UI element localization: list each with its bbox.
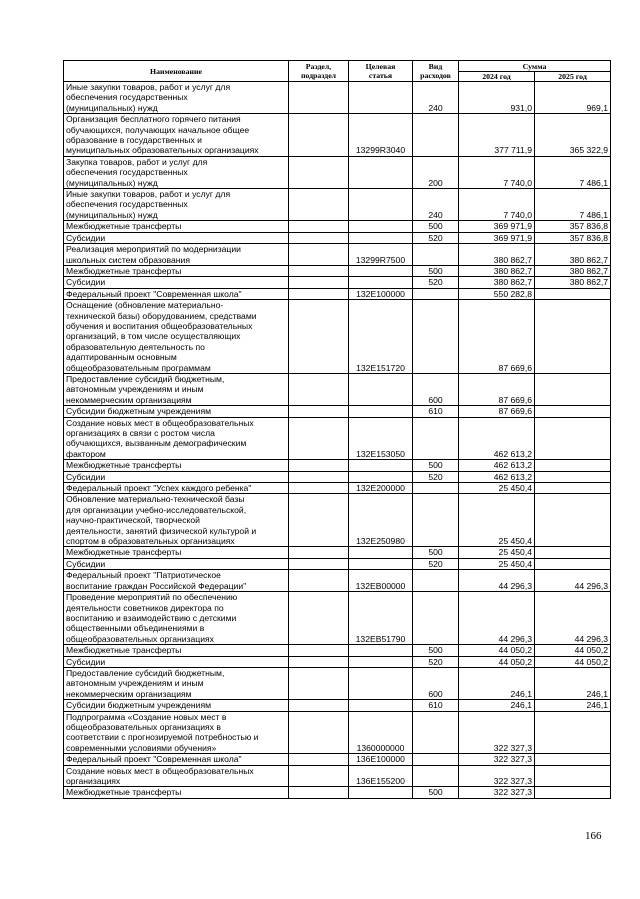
row-sum-2025-cell: 380 862,7 xyxy=(535,277,611,288)
row-name-line: общеобразовательным программам xyxy=(66,362,211,373)
row-name-line: Межбюджетные трансферты xyxy=(66,787,182,798)
row-sum-2024-cell: 462 613,2 xyxy=(459,460,535,471)
row-target-cell xyxy=(349,558,413,569)
row-section-cell xyxy=(289,592,349,645)
row-section-cell xyxy=(289,417,349,460)
row-name-line: Реализация мероприятий по модернизации xyxy=(66,244,241,255)
row-name-cell xyxy=(64,570,289,592)
row-name-cell xyxy=(64,221,289,232)
table-row xyxy=(64,373,611,405)
row-sum-2024-cell: 25 450,4 xyxy=(459,558,535,569)
page-number: 166 xyxy=(585,830,602,842)
row-sum-2024-cell: 322 327,3 xyxy=(459,754,535,765)
row-type-cell xyxy=(413,494,459,547)
table-row xyxy=(64,471,611,482)
budget-table xyxy=(63,60,611,799)
row-sum-2025-cell xyxy=(535,406,611,417)
row-name-cell xyxy=(64,787,289,798)
row-sum-2024-cell: 246,1 xyxy=(459,667,535,699)
row-type-cell: 520 xyxy=(413,558,459,569)
row-target-cell: 132ЕВ00000 xyxy=(349,570,413,592)
row-name-line: обучения и воспитания общеобразовательных xyxy=(66,320,253,331)
row-name-line: современными условиями обучения» xyxy=(66,742,217,753)
row-sum-2025-cell: 7 486,1 xyxy=(535,156,611,188)
row-sum-2024-cell: 25 450,4 xyxy=(459,494,535,547)
table-row xyxy=(64,483,611,494)
row-target-cell: 132Е153050 xyxy=(349,417,413,460)
row-name-line: фактором xyxy=(66,448,106,459)
row-name-line: Межбюджетные трансферты xyxy=(66,460,182,471)
row-section-cell xyxy=(289,300,349,374)
row-target-cell xyxy=(349,667,413,699)
row-name-line: Иные закупки товаров, работ и услуг для xyxy=(66,189,231,200)
row-type-cell xyxy=(413,754,459,765)
row-name-line: Субсидии xyxy=(66,656,106,667)
row-name-line: некоммерческим организациям xyxy=(66,688,192,699)
row-sum-2025-cell xyxy=(535,711,611,754)
row-name-line: научно-практической, творческой xyxy=(66,515,200,526)
row-sum-2025-cell xyxy=(535,373,611,405)
row-type-cell: 610 xyxy=(413,700,459,711)
row-name-cell xyxy=(64,244,289,266)
table-row xyxy=(64,558,611,569)
row-name-line: для организации учебно-исследовательской, xyxy=(66,504,247,515)
row-section-cell xyxy=(289,787,349,798)
row-type-cell xyxy=(413,288,459,299)
table-row xyxy=(64,417,611,460)
header-target: Целевая статья xyxy=(349,61,413,82)
table-row xyxy=(64,460,611,471)
row-target-cell: 136Е100000 xyxy=(349,754,413,765)
row-type-cell xyxy=(413,244,459,266)
row-name-cell xyxy=(64,406,289,417)
row-type-cell: 520 xyxy=(413,232,459,243)
row-sum-2024-cell: 931,0 xyxy=(459,82,535,114)
row-type-cell: 600 xyxy=(413,667,459,699)
row-type-cell: 500 xyxy=(413,221,459,232)
row-section-cell xyxy=(289,373,349,405)
row-name-line: организаций, в том числе осуществляющих xyxy=(66,331,241,342)
row-sum-2024-cell: 369 971,9 xyxy=(459,221,535,232)
row-target-cell xyxy=(349,656,413,667)
row-target-cell: 13299R7500 xyxy=(349,244,413,266)
table-row xyxy=(64,570,611,592)
row-name-line: образовательную деятельность по xyxy=(66,341,205,352)
row-name-line: Федеральный проект "Успех каждого ребенка" xyxy=(66,483,252,494)
row-sum-2025-cell: 44 296,3 xyxy=(535,592,611,645)
row-name-line: Федеральный проект "Современная школа" xyxy=(66,288,242,299)
row-name-line: организациях в связи с ростом числа xyxy=(66,428,215,438)
row-name-line: спортом в образовательных организациях xyxy=(66,536,235,547)
row-name-cell xyxy=(64,471,289,482)
row-target-cell: 132ЕВ51790 xyxy=(349,592,413,645)
row-name-cell xyxy=(64,156,289,188)
row-sum-2025-cell: 246,1 xyxy=(535,700,611,711)
row-sum-2025-cell: 365 322,9 xyxy=(535,114,611,157)
row-name-cell xyxy=(64,547,289,558)
row-name-line: автономным учреждениям и иным xyxy=(66,678,204,689)
row-name-line: адаптированным основным xyxy=(66,352,177,363)
row-type-cell xyxy=(413,114,459,157)
table-row xyxy=(64,221,611,232)
row-name-line: Федеральный проект "Современная школа" xyxy=(66,754,242,765)
row-name-line: деятельности, занятий физической культурой и xyxy=(66,525,257,536)
row-type-cell: 500 xyxy=(413,460,459,471)
row-name-cell xyxy=(64,114,289,157)
row-section-cell xyxy=(289,667,349,699)
row-section-cell xyxy=(289,460,349,471)
row-sum-2024-cell: 462 613,2 xyxy=(459,417,535,460)
row-section-cell xyxy=(289,156,349,188)
table-header xyxy=(64,61,611,82)
table-row xyxy=(64,547,611,558)
row-type-cell: 500 xyxy=(413,787,459,798)
row-name-line: Создание новых мест в общеобразовательных xyxy=(66,417,254,428)
row-section-cell xyxy=(289,277,349,288)
row-target-cell: 13299R3040 xyxy=(349,114,413,157)
row-name-cell xyxy=(64,277,289,288)
row-sum-2025-cell xyxy=(535,460,611,471)
row-sum-2025-cell xyxy=(535,417,611,460)
row-type-cell: 500 xyxy=(413,645,459,656)
row-section-cell xyxy=(289,406,349,417)
row-name-line: Проведение мероприятий по обеспечению xyxy=(66,592,238,603)
row-name-line: Оснащение (обновление материально- xyxy=(66,300,224,311)
row-name-cell xyxy=(64,373,289,405)
row-sum-2024-cell: 87 669,6 xyxy=(459,300,535,374)
table-row xyxy=(64,765,611,787)
row-name-cell xyxy=(64,667,289,699)
row-name-cell xyxy=(64,558,289,569)
row-name-line: Субсидии бюджетным учреждениям xyxy=(66,406,212,417)
row-sum-2024-cell: 44 050,2 xyxy=(459,645,535,656)
row-type-cell xyxy=(413,417,459,460)
row-name-line: Межбюджетные трансферты xyxy=(66,265,182,276)
header-name: Наименование xyxy=(64,61,289,82)
header-section: Раздел, подраздел xyxy=(289,61,349,82)
row-sum-2024-cell: 87 669,6 xyxy=(459,373,535,405)
row-name-line: технической базы) оборудованием, средствами xyxy=(66,310,257,321)
row-section-cell xyxy=(289,645,349,656)
row-name-cell xyxy=(64,700,289,711)
table-row xyxy=(64,406,611,417)
row-type-cell: 600 xyxy=(413,373,459,405)
row-sum-2024-cell: 44 296,3 xyxy=(459,592,535,645)
row-type-cell xyxy=(413,711,459,754)
row-sum-2024-cell: 44 050,2 xyxy=(459,656,535,667)
row-target-cell xyxy=(349,189,413,221)
row-section-cell xyxy=(289,189,349,221)
table-row xyxy=(64,592,611,645)
row-sum-2024-cell: 7 740,0 xyxy=(459,189,535,221)
row-name-cell xyxy=(64,417,289,460)
row-name-line: (муниципальных) нужд xyxy=(66,209,158,220)
row-name-line: обеспечения государственных xyxy=(66,167,188,178)
table-row xyxy=(64,711,611,754)
row-sum-2024-cell: 369 971,9 xyxy=(459,232,535,243)
row-name-line: Субсидии xyxy=(66,471,106,482)
row-section-cell xyxy=(289,711,349,754)
row-sum-2025-cell: 7 486,1 xyxy=(535,189,611,221)
row-section-cell xyxy=(289,82,349,114)
row-target-cell xyxy=(349,787,413,798)
row-name-cell xyxy=(64,300,289,374)
row-name-line: (муниципальных) нужд xyxy=(66,102,158,113)
table-row xyxy=(64,494,611,547)
row-name-cell xyxy=(64,494,289,547)
row-section-cell xyxy=(289,494,349,547)
header-year-2024: 2024 год xyxy=(459,72,535,82)
row-name-line: муниципальных образовательных организациях xyxy=(66,145,259,156)
table-row xyxy=(64,656,611,667)
row-sum-2024-cell: 380 862,7 xyxy=(459,244,535,266)
row-sum-2025-cell xyxy=(535,787,611,798)
row-section-cell xyxy=(289,471,349,482)
row-target-cell: 132Е250980 xyxy=(349,494,413,547)
table-row xyxy=(64,700,611,711)
table-row xyxy=(64,265,611,276)
row-name-line: обеспечения государственных xyxy=(66,199,188,210)
row-sum-2025-cell xyxy=(535,300,611,374)
row-sum-2024-cell: 246,1 xyxy=(459,700,535,711)
row-type-cell: 520 xyxy=(413,471,459,482)
row-sum-2024-cell: 25 450,4 xyxy=(459,547,535,558)
row-name-line: Межбюджетные трансферты xyxy=(66,221,182,232)
row-target-cell: 132Е100000 xyxy=(349,288,413,299)
row-sum-2025-cell xyxy=(535,483,611,494)
row-name-cell xyxy=(64,483,289,494)
row-sum-2025-cell xyxy=(535,558,611,569)
row-sum-2024-cell: 462 613,2 xyxy=(459,471,535,482)
table-row xyxy=(64,667,611,699)
row-target-cell xyxy=(349,471,413,482)
row-name-line: обеспечения государственных xyxy=(66,92,188,103)
table-row xyxy=(64,189,611,221)
row-name-line: Организация бесплатного горячего питания xyxy=(66,114,241,125)
row-type-cell: 610 xyxy=(413,406,459,417)
row-section-cell xyxy=(289,232,349,243)
row-sum-2025-cell: 380 862,7 xyxy=(535,265,611,276)
row-section-cell xyxy=(289,656,349,667)
table-body xyxy=(64,82,611,799)
table-row xyxy=(64,288,611,299)
row-target-cell xyxy=(349,82,413,114)
table-row xyxy=(64,156,611,188)
row-name-cell xyxy=(64,645,289,656)
row-section-cell xyxy=(289,570,349,592)
row-name-line: автономным учреждениям и иным xyxy=(66,384,204,395)
row-sum-2024-cell: 380 862,7 xyxy=(459,265,535,276)
row-name-line: обучающихся, получающих начальное общее xyxy=(66,124,250,135)
row-target-cell xyxy=(349,373,413,405)
row-name-line: воспитанию и взаимодействию с детскими xyxy=(66,612,237,623)
row-name-line: образование в государственных и xyxy=(66,135,202,146)
row-type-cell: 520 xyxy=(413,656,459,667)
table-row xyxy=(64,754,611,765)
row-name-cell xyxy=(64,288,289,299)
row-name-line: Предоставление субсидий бюджетным, xyxy=(66,667,225,678)
table-row xyxy=(64,244,611,266)
row-sum-2024-cell: 322 327,3 xyxy=(459,765,535,787)
row-sum-2024-cell: 322 327,3 xyxy=(459,711,535,754)
row-target-cell: 132Е200000 xyxy=(349,483,413,494)
row-sum-2024-cell: 377 711,9 xyxy=(459,114,535,157)
row-target-cell xyxy=(349,406,413,417)
row-name-line: Обновление материально-технической базы xyxy=(66,494,245,505)
row-sum-2024-cell: 322 327,3 xyxy=(459,787,535,798)
row-type-cell: 500 xyxy=(413,265,459,276)
row-section-cell xyxy=(289,244,349,266)
row-section-cell xyxy=(289,547,349,558)
row-target-cell xyxy=(349,547,413,558)
row-target-cell xyxy=(349,265,413,276)
row-sum-2025-cell: 44 296,3 xyxy=(535,570,611,592)
row-name-cell xyxy=(64,592,289,645)
row-sum-2025-cell: 969,1 xyxy=(535,82,611,114)
row-name-line: Федеральный проект "Патриотическое xyxy=(66,570,221,581)
row-name-line: школьных систем образования xyxy=(66,254,190,265)
row-type-cell: 520 xyxy=(413,277,459,288)
table-row xyxy=(64,82,611,114)
row-name-line: Подпрограмма «Создание новых мест в xyxy=(66,711,227,722)
row-name-cell xyxy=(64,232,289,243)
row-name-line: Субсидии xyxy=(66,277,106,288)
row-name-cell xyxy=(64,711,289,754)
row-target-cell xyxy=(349,700,413,711)
row-sum-2024-cell: 44 296,3 xyxy=(459,570,535,592)
row-target-cell xyxy=(349,645,413,656)
row-sum-2025-cell: 357 836,8 xyxy=(535,232,611,243)
row-name-line: Субсидии бюджетным учреждениям xyxy=(66,700,212,711)
row-type-cell xyxy=(413,483,459,494)
row-section-cell xyxy=(289,114,349,157)
header-sum: Сумма xyxy=(459,61,611,72)
row-name-cell xyxy=(64,460,289,471)
header-type: Вид расходов xyxy=(413,61,459,82)
row-sum-2025-cell xyxy=(535,494,611,547)
row-target-cell xyxy=(349,221,413,232)
row-section-cell xyxy=(289,483,349,494)
table-row xyxy=(64,300,611,374)
table-row xyxy=(64,645,611,656)
row-name-line: общеобразовательных организациях в xyxy=(66,721,221,732)
row-target-cell xyxy=(349,232,413,243)
row-name-line: некоммерческим организациям xyxy=(66,394,192,405)
row-type-cell: 200 xyxy=(413,156,459,188)
row-name-cell xyxy=(64,82,289,114)
table-row xyxy=(64,277,611,288)
row-name-line: воспитание граждан Российской Федерации" xyxy=(66,580,247,591)
row-sum-2024-cell: 380 862,7 xyxy=(459,277,535,288)
row-type-cell: 500 xyxy=(413,547,459,558)
row-sum-2024-cell: 25 450,4 xyxy=(459,483,535,494)
row-sum-2025-cell: 246,1 xyxy=(535,667,611,699)
row-target-cell: 132Е151720 xyxy=(349,300,413,374)
row-sum-2024-cell: 7 740,0 xyxy=(459,156,535,188)
row-name-line: обучающихся, вызванным демографическим xyxy=(66,438,247,449)
row-name-line: Субсидии xyxy=(66,232,106,243)
row-name-line: Межбюджетные трансферты xyxy=(66,645,182,656)
row-type-cell: 240 xyxy=(413,189,459,221)
row-sum-2025-cell xyxy=(535,288,611,299)
row-name-line: общественными объединениями в xyxy=(66,623,205,634)
row-section-cell xyxy=(289,765,349,787)
row-name-line: организациях xyxy=(66,776,121,786)
row-sum-2025-cell: 380 862,7 xyxy=(535,244,611,266)
table-row xyxy=(64,787,611,798)
row-sum-2025-cell xyxy=(535,754,611,765)
row-section-cell xyxy=(289,700,349,711)
row-type-cell xyxy=(413,592,459,645)
table-row xyxy=(64,232,611,243)
row-section-cell xyxy=(289,221,349,232)
row-sum-2025-cell xyxy=(535,765,611,787)
row-sum-2025-cell xyxy=(535,471,611,482)
row-type-cell xyxy=(413,765,459,787)
row-section-cell xyxy=(289,558,349,569)
row-target-cell xyxy=(349,460,413,471)
row-name-line: Предоставление субсидий бюджетным, xyxy=(66,373,225,384)
row-sum-2025-cell xyxy=(535,547,611,558)
row-target-cell: 136Е155200 xyxy=(349,765,413,787)
row-sum-2025-cell: 44 050,2 xyxy=(535,645,611,656)
row-name-line: Иные закупки товаров, работ и услуг для xyxy=(66,82,231,92)
row-type-cell: 240 xyxy=(413,82,459,114)
row-section-cell xyxy=(289,265,349,276)
row-name-line: Создание новых мест в общеобразовательных xyxy=(66,765,254,776)
row-name-cell xyxy=(64,765,289,787)
row-name-line: Закупка товаров, работ и услуг для xyxy=(66,156,208,167)
row-sum-2025-cell: 44 050,2 xyxy=(535,656,611,667)
row-name-line: общеобразовательных организациях xyxy=(66,633,214,644)
row-name-line: Субсидии xyxy=(66,558,106,569)
row-name-cell xyxy=(64,189,289,221)
row-target-cell: 1360000000 xyxy=(349,711,413,754)
row-name-line: Межбюджетные трансферты xyxy=(66,547,182,558)
row-sum-2024-cell: 550 282,8 xyxy=(459,288,535,299)
row-sum-2025-cell: 357 836,8 xyxy=(535,221,611,232)
row-name-cell xyxy=(64,754,289,765)
row-name-cell xyxy=(64,265,289,276)
row-name-cell xyxy=(64,656,289,667)
row-type-cell xyxy=(413,300,459,374)
header-year-2025: 2025 год xyxy=(535,72,611,82)
row-target-cell xyxy=(349,156,413,188)
row-section-cell xyxy=(289,754,349,765)
row-target-cell xyxy=(349,277,413,288)
row-name-line: соответствии с прогнозируемой потребностью и xyxy=(66,732,259,743)
row-sum-2024-cell: 87 669,6 xyxy=(459,406,535,417)
table-row xyxy=(64,114,611,157)
row-name-line: (муниципальных) нужд xyxy=(66,177,158,188)
row-section-cell xyxy=(289,288,349,299)
row-type-cell xyxy=(413,570,459,592)
row-name-line: деятельности советников директора по xyxy=(66,602,224,613)
